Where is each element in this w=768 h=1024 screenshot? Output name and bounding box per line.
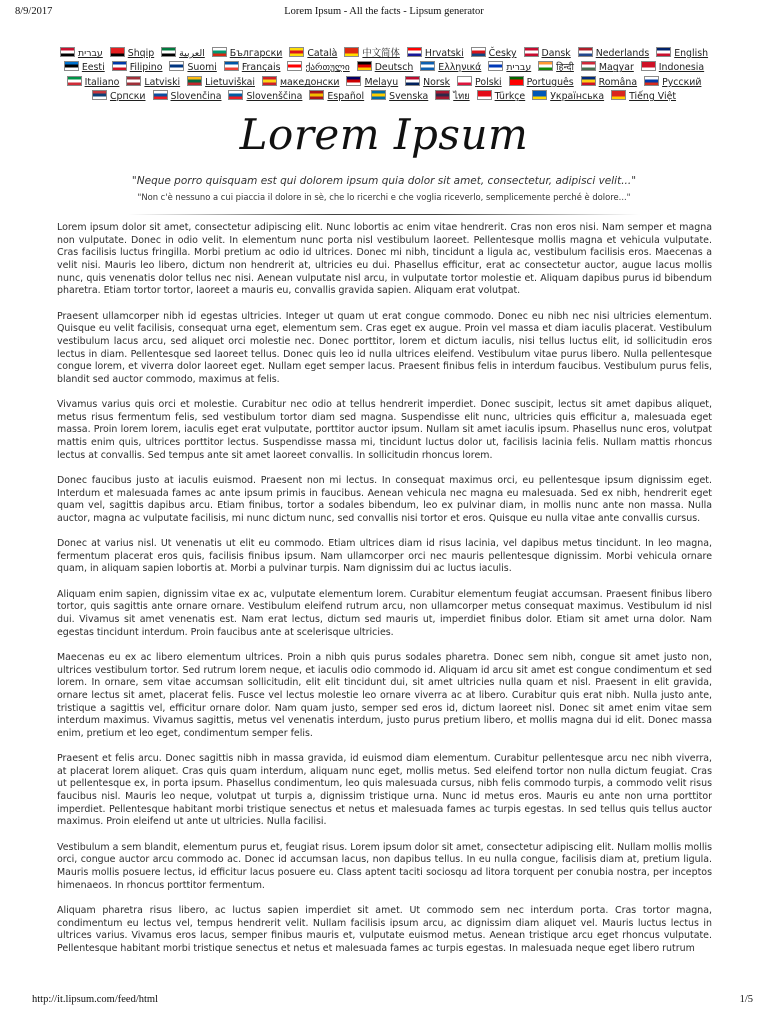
language-label: ‫עברית bbox=[506, 62, 532, 74]
language-link[interactable] bbox=[92, 90, 146, 104]
language-label: Українська bbox=[550, 91, 605, 103]
flag-icon bbox=[641, 61, 656, 71]
language-label: Melayu bbox=[364, 76, 399, 88]
language-label: Deutsch bbox=[374, 62, 414, 74]
language-link[interactable] bbox=[228, 90, 302, 104]
print-page-number: 1/5 bbox=[739, 994, 753, 1005]
language-label: Eesti bbox=[81, 62, 105, 74]
language-link[interactable] bbox=[578, 47, 649, 61]
flag-icon bbox=[357, 61, 372, 71]
flag-icon bbox=[228, 90, 243, 100]
flag-icon bbox=[64, 61, 79, 71]
flag-icon bbox=[287, 61, 302, 71]
flag-icon bbox=[309, 90, 324, 100]
flag-icon bbox=[161, 47, 176, 57]
language-link[interactable] bbox=[581, 76, 637, 90]
language-label: Français bbox=[241, 62, 281, 74]
language-link[interactable] bbox=[641, 61, 704, 75]
language-link[interactable] bbox=[407, 47, 464, 61]
language-label: Slovenščina bbox=[246, 91, 303, 103]
flag-icon bbox=[611, 90, 626, 100]
flag-icon bbox=[187, 76, 202, 86]
language-label: ‏עברית bbox=[77, 48, 103, 59]
language-link[interactable] bbox=[509, 76, 574, 90]
paragraph: Aliquam pharetra risus libero, ac luctus sapien imperdiet sit amet. Ut commodo sem nec interdum porta. Cras tortor magna, condimentum eu lectus vel, tempus hendrerit velit. Nullam facilisis ipsum arcu, ac dignissim diam aliquet vel. Mauris luctus lectus in ultrices varius. Vivamus eros lacus, semper finibus mauris et, vulputate euismod metus. Aenean tristique arcu eget rhoncus vulputate. Pellentesque habitant morbi tristique senectus et netus et malesuada fames ac turpis egestas. In malesuada neque eget libero rutrum bbox=[57, 904, 712, 954]
print-date: 8/9/2017 bbox=[15, 6, 53, 17]
language-label: Türkçe bbox=[494, 91, 526, 103]
paragraph: Vivamus varius quis orci et molestie. Curabitur nec odio at tellus hendrerit imperdiet. Donec suscipit, lectus sit amet dapibus aliquet, metus risus fermentum felis, sed vestibulum tortor diam sed magna. Suspendisse elit nunc, ultricies quis efficitur a, malesuada eget massa. Proin lorem lorem, iaculis eget erat vulputate, porttitor auctor ipsum. Nullam sit amet iaculis ipsum. Phasellus nunc eros, volutpat mattis enim quis, ultrices porttitor lectus. Suspendisse massa mi, tincidunt luctus dolor ut, facilisis lacinia felis. Nullam mattis rhoncus lectus at convallis. Sed tempus ante sit amet laoreet convallis. In sollicitudin rhoncus lorem. bbox=[57, 399, 712, 461]
flag-icon bbox=[346, 76, 361, 86]
language-link[interactable] bbox=[405, 76, 450, 90]
language-link[interactable] bbox=[60, 47, 103, 61]
language-label: Српски bbox=[109, 91, 146, 103]
language-link[interactable] bbox=[611, 90, 676, 104]
language-label: Latviski bbox=[144, 76, 181, 88]
language-label: Norsk bbox=[423, 76, 451, 88]
language-link[interactable] bbox=[581, 61, 634, 75]
language-link[interactable] bbox=[457, 76, 502, 90]
paragraph: Maecenas eu ex ac libero elementum ultrices. Proin a nibh quis purus sodales pharetra. Donec sem nibh, congue sit amet justo non, ultrices vestibulum tortor. Sed rutrum lorem neque, et iaculis odio commodo id. Aliquam id arcu sit amet est congue condimentum et sed lorem. In ornare, sem vitae accumsan sollicitudin, elit elit tincidunt dui, sit amet ultricies nulla quam et nisl. Praesent in elit gravida, ornare lectus sit amet, placerat felis. Fusce vel lectus molestie leo ornare viverra ac at libero. Curabitur quis erat nibh. Nulla justo ante, tristique a sagittis vel, efficitur ornare dolor. Nam quam justo, semper sed eros id, dictum laoreet nisl. Donec sit amet enim vitae sem interdum maximus. Vivamus sagittis, metus vel venenatis interdum, justo purus pretium libero, et mollis magna dui id elit. Donec massa enim, pretium et leo eget, condimentum semper felis. bbox=[57, 651, 712, 739]
flag-icon bbox=[644, 76, 659, 86]
paragraph: Vestibulum a sem blandit, elementum purus et, feugiat risus. Lorem ipsum dolor sit amet, consectetur adipiscing elit. Nullam mollis mollis orci, congue auctor arcu commodo ac. Donec id accumsan lacus, non dapibus tellus. In eu nulla congue, facilisis diam at, pretium ligula. Mauris mollis posuere lectus, id efficitur lacus posuere eu. Class aptent taciti sociosqu ad litora torquent per conubia nostra, per inceptos himenaeos. In rhoncus porttitor fermentum. bbox=[57, 841, 712, 891]
language-link[interactable] bbox=[153, 90, 222, 104]
flag-icon bbox=[457, 76, 472, 86]
language-link[interactable] bbox=[371, 90, 428, 104]
language-label: Pyccкий bbox=[662, 76, 702, 88]
language-label: 中文简体 bbox=[362, 48, 400, 59]
language-link[interactable] bbox=[287, 61, 349, 75]
language-label: Polski bbox=[475, 76, 502, 88]
flag-icon bbox=[581, 61, 596, 71]
flag-icon bbox=[371, 90, 386, 100]
flag-icon bbox=[578, 47, 593, 57]
flag-icon bbox=[110, 47, 125, 57]
language-link[interactable] bbox=[67, 76, 120, 90]
language-label: Български bbox=[229, 48, 283, 59]
language-label: ქართული bbox=[305, 62, 350, 74]
print-page-title: Lorem Ipsum - All the facts - Lipsum generator bbox=[284, 6, 484, 17]
language-label: Ελληνικά bbox=[438, 62, 482, 74]
flag-icon bbox=[169, 61, 184, 71]
lorem-content bbox=[57, 222, 712, 990]
flag-icon bbox=[67, 76, 82, 86]
paragraph: Aliquam enim sapien, dignissim vitae ex ac, vulputate elementum lorem. Curabitur elementum feugiat accumsan. Praesent finibus libero tortor, quis sagittis ante ornare ornare. Vestibulum eleifend rutrum arcu, non ullamcorper metus consequat maximus. Vestibulum id nisl dui. Vivamus sit amet venenatis est. Nam erat lectus, dictum sed mauris ut, imperdiet finibus dolor. Etiam sit amet urna dolor. Nam egestas tincidunt interdum. Proin faucibus ante at scelerisque ultricies. bbox=[57, 588, 712, 638]
language-link[interactable] bbox=[161, 47, 205, 61]
flag-icon bbox=[477, 90, 492, 100]
language-link[interactable] bbox=[656, 47, 708, 61]
language-label: Česky bbox=[488, 48, 517, 59]
language-link[interactable] bbox=[471, 47, 517, 61]
language-label: македонски bbox=[279, 76, 340, 88]
print-url: http://it.lipsum.com/feed/html bbox=[32, 994, 158, 1005]
language-link[interactable] bbox=[488, 61, 531, 75]
language-link[interactable] bbox=[309, 90, 364, 104]
language-label: Português bbox=[526, 76, 574, 88]
flag-icon bbox=[92, 90, 107, 100]
flag-icon bbox=[224, 61, 239, 71]
language-link[interactable] bbox=[112, 61, 163, 75]
language-link[interactable] bbox=[435, 90, 469, 104]
flag-icon bbox=[471, 47, 486, 57]
flag-icon bbox=[60, 47, 75, 57]
language-label: Nederlands bbox=[595, 48, 650, 59]
flag-icon bbox=[509, 76, 524, 86]
flag-icon bbox=[112, 61, 127, 71]
language-label: Svenska bbox=[389, 91, 429, 103]
language-label: Tiếng Việt bbox=[629, 91, 677, 103]
flag-icon bbox=[262, 76, 277, 86]
language-label: Magyar bbox=[598, 62, 634, 74]
flag-icon bbox=[289, 47, 304, 57]
flag-icon bbox=[524, 47, 539, 57]
language-link[interactable] bbox=[344, 47, 400, 61]
language-label: Català bbox=[307, 48, 338, 59]
language-label: Hrvatski bbox=[424, 48, 464, 59]
language-label: Româna bbox=[598, 76, 638, 88]
paragraph: Donec faucibus justo at iaculis euismod. Praesent non mi lectus. In consequat maximus orci, eu pellentesque ipsum dignissim eget. Interdum et malesuada fames ac ante ipsum primis in faucibus. Aenean vehicula nec magna eu malesuada. Sed ex nibh, hendrerit eget quam vel, sagittis dapibus arcu. Etiam finibus, tortor a sodales bibendum, leo ex pulvinar diam, in mollis nunc ante non massa. Nulla auctor, magna ac vulputate facilisis, mi nunc dictum nunc, sed convallis nisi tortor et eros. Quisque eu nulla vitae ante convallis cursus. bbox=[57, 474, 712, 524]
language-label: English bbox=[674, 48, 709, 59]
language-link[interactable] bbox=[110, 47, 154, 61]
language-label: Dansk bbox=[541, 48, 571, 59]
language-link[interactable] bbox=[169, 61, 216, 75]
language-link[interactable] bbox=[477, 90, 526, 104]
language-list bbox=[40, 47, 728, 105]
language-link[interactable] bbox=[187, 76, 255, 90]
paragraph: Praesent et felis arcu. Donec sagittis nibh in massa gravida, id euismod diam elementum. Curabitur pellentesque arcu nec nibh viverra, at placerat lorem aliquet. Cras quis quam interdum, aliquam nunc eget, mollis metus. Sed eleifend tortor non nulla dictum feugiat. Cras ut pellentesque ex, in porta ipsum. Phasellus condimentum, leo quis malesuada cursus, nibh felis commodo turpis, a commodo velit risus faucibus nisl. Mauris leo neque, volutpat ut turpis a, dignissim tristique urna. Nunc id metus eros. Mauris eu ante non urna porttitor imperdiet. Pellentesque habitant morbi tristique senectus et netus et malesuada fames ac turpis egestas. In sed tellus quis tellus auctor maximus. Proin eleifend ut ante ut ultricies. Nulla facilisi. bbox=[57, 753, 712, 828]
quote-translation: "Non c'è nessuno a cui piaccia il dolore in sè, che lo ricerchi e che voglia riceverlo, semplicemente perché è dolore..." bbox=[137, 192, 631, 202]
flag-icon bbox=[581, 76, 596, 86]
language-label: Italiano bbox=[84, 76, 120, 88]
flag-icon bbox=[420, 61, 435, 71]
paragraph: Praesent ullamcorper nibh id egestas ultricies. Integer ut quam ut erat congue commodo. Donec eu nibh nec nisi ultricies elementum. Quisque eu velit facilisis, consequat urna eget, elementum sem. Cras eget ex augue. Proin vel massa et diam iaculis placerat. Vestibulum vestibulum lacus arcu, sed aliquet orci molestie nec. Donec porttitor, lorem et dictum iaculis, nisi tellus luctus elit, id sollicitudin eros lectus in diam. Pellentesque sed laoreet tellus. Donec quis leo id nulla ultrices eleifend. Vestibulum vitae purus libero. Nulla pellentesque congue lorem, et viverra dolor laoreet eget. Nullam eget semper lacus. Praesent finibus felis in interdum faucibus. Vestibulum purus felis, blandit sed auctor commodo, maximus at felis. bbox=[57, 310, 712, 385]
language-label: Filipino bbox=[129, 62, 163, 74]
language-link[interactable] bbox=[644, 76, 701, 90]
flag-icon bbox=[656, 47, 671, 57]
language-link[interactable] bbox=[64, 61, 105, 75]
language-label: हिन्दी bbox=[556, 62, 574, 74]
language-label: Suomi bbox=[187, 62, 217, 74]
language-link[interactable] bbox=[224, 61, 281, 75]
flag-icon bbox=[407, 47, 422, 57]
language-link[interactable] bbox=[346, 76, 398, 90]
language-link[interactable] bbox=[289, 47, 337, 61]
language-label: Lietuviškai bbox=[205, 76, 255, 88]
latin-quote: "Neque porro quisquam est qui dolorem ipsum quia dolor sit amet, consectetur, adipisci velit..." bbox=[131, 175, 637, 187]
flag-icon bbox=[405, 76, 420, 86]
site-logo: Lorem Ipsum bbox=[239, 110, 529, 159]
flag-icon bbox=[435, 90, 450, 100]
language-link[interactable] bbox=[262, 76, 340, 90]
flag-icon bbox=[212, 47, 227, 57]
language-link[interactable] bbox=[538, 61, 574, 75]
flag-icon bbox=[153, 90, 168, 100]
language-label: Shqip bbox=[127, 48, 155, 59]
language-label: Slovenčina bbox=[170, 91, 222, 103]
language-link[interactable] bbox=[532, 90, 604, 104]
language-link[interactable] bbox=[212, 47, 283, 61]
flag-icon bbox=[344, 47, 359, 57]
language-link[interactable] bbox=[420, 61, 481, 75]
language-label: ไทย bbox=[453, 91, 470, 103]
flag-icon bbox=[532, 90, 547, 100]
paragraph: Lorem ipsum dolor sit amet, consectetur adipiscing elit. Nunc lobortis ac enim vitae hendrerit. Cras non eros nisi. Nam semper et magna non vulputate. Donec in odio velit. In elementum nunc porta nisl vestibulum laoreet. Pellentesque mollis magna et vehicula vulputate. Cras facilisis luctus fringilla. Morbi pretium ac odio id ultrices. Donec mi nibh, tincidunt a ligula ac, vestibulum facilisis eros. Maecenas a velit nisi. Mauris leo libero, dictum non hendrerit at, ultricies eu dui. Phasellus efficitur, erat ac consectetur auctor, augue lacus mollis nunc, quis venenatis dolor tellus nec nisi. Aenean vulputate nisl arcu, in vulputate tortor molestie et. Aliquam dapibus purus id bibendum pharetra. Etiam tortor tortor, laoreet a mauris eu, convallis gravida sapien. Aliquam erat volutpat. bbox=[57, 222, 712, 297]
language-label: ‫العربية bbox=[179, 48, 205, 59]
language-link[interactable] bbox=[357, 61, 414, 75]
language-link[interactable] bbox=[524, 47, 571, 61]
language-label: Español bbox=[327, 91, 365, 103]
print-header bbox=[0, 6, 768, 20]
language-link[interactable] bbox=[126, 76, 180, 90]
flag-icon bbox=[126, 76, 141, 86]
paragraph: Donec at varius nisl. Ut venenatis ut elit eu commodo. Etiam ultrices diam id risus lacinia, vel dapibus metus tincidunt. In leo magna, fermentum placerat eros quis, facilisis finibus ipsum. Nam ullamcorper orci nec mauris pellentesque dignissim. Morbi vehicula ornare quam, in aliquam sapien lobortis at. Morbi a pulvinar turpis. Nam dignissim dui ac luctus iaculis. bbox=[57, 538, 712, 575]
divider bbox=[128, 214, 640, 215]
flag-icon bbox=[488, 61, 503, 71]
language-label: Indonesia bbox=[658, 62, 705, 74]
flag-icon bbox=[538, 61, 553, 71]
